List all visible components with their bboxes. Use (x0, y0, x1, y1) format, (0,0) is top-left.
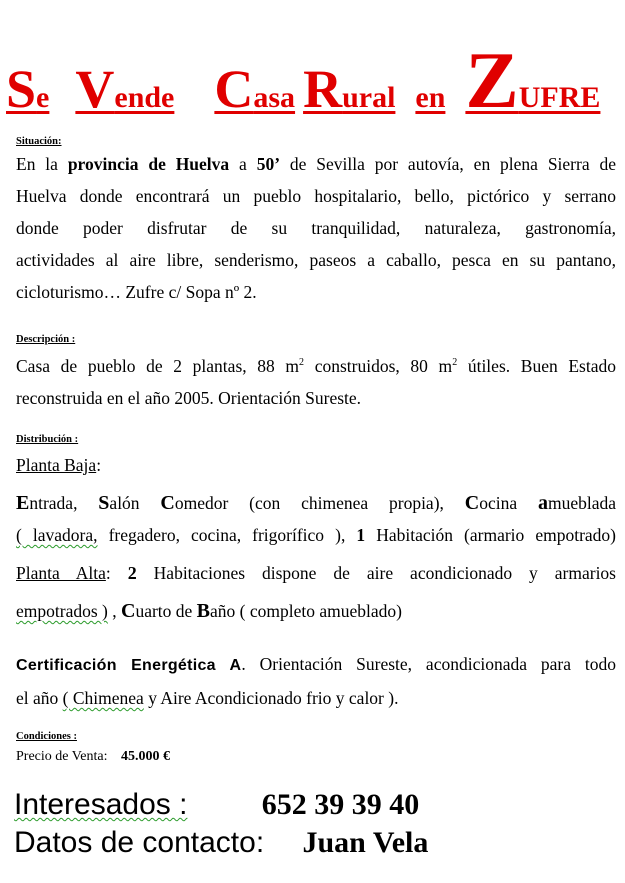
price-value: 45.000 € (121, 749, 170, 764)
planta-alta-heading: Planta Alta (16, 563, 106, 583)
title-letter: C (214, 59, 254, 119)
title-text: en (415, 81, 446, 114)
title-text: e (36, 81, 50, 114)
phone-number: 652 39 39 40 (261, 788, 420, 821)
situacion-label: Situación: (16, 136, 62, 147)
contact-label: Datos de contacto: (14, 826, 265, 859)
certificacion-text: Certificación Energética A. Orientación Sureste, acondicionada para todo el año ( Chimenea y Aire Acondicionado frio y calor ). (16, 654, 616, 708)
title-letter: S (6, 59, 37, 119)
title-text: ende (114, 81, 175, 114)
condiciones-label: Condiciones : (16, 731, 77, 742)
title-text: asa (253, 81, 296, 114)
descripcion-text: Casa de pueblo de 2 plantas, 88 $m^2$ construidos, 80 $m^2$ útiles. Buen Estado reconstruida en el año 2005. Orientación Sureste. (16, 355, 616, 408)
price-label: Precio de Venta: (16, 749, 108, 764)
planta-baja-heading: Planta Baja (16, 455, 97, 475)
interesados-label: Interesados : (14, 788, 188, 821)
contact-line (14, 826, 428, 860)
distribucion-label: Distribución : (16, 434, 79, 445)
page-title (6, 36, 621, 125)
contact-name: Juan Vela (302, 826, 429, 859)
interesados-line (14, 788, 419, 822)
title-letter: R (303, 59, 343, 119)
price-line (16, 749, 170, 765)
title-letter: Z (465, 37, 519, 125)
situacion-text: En la provincia de Huelva a 50’ de Sevilla por autovía, en plena Sierra de Huelva donde encontrará un pueblo hospitalario, bello, pictórico y serrano donde poder disfrutar de su tranquilidad, naturaleza, gastronomía, actividades al aire libre, senderismo, paseos a caballo, pesca en su pantano, cicloturismo… Zufre c/ Sopa nº 2. (16, 154, 616, 302)
title-text: ural (342, 81, 396, 114)
title-text: UFRE (518, 81, 601, 114)
distribucion-text: Planta Baja: Entrada, Salón Comedor (con chimenea propia), Cocina amueblada ( lavadora, fregadero, cocina, frigorífico ), 1 Habitación (armario empotrado) Planta Alta: 2 Habitaciones dispone de aire acondicionado y armarios empotrados ) , Cuarto de Baño ( completo amueblado) (16, 455, 616, 622)
descripcion-label: Descripción : (16, 334, 76, 345)
title-letter: V (75, 59, 115, 119)
